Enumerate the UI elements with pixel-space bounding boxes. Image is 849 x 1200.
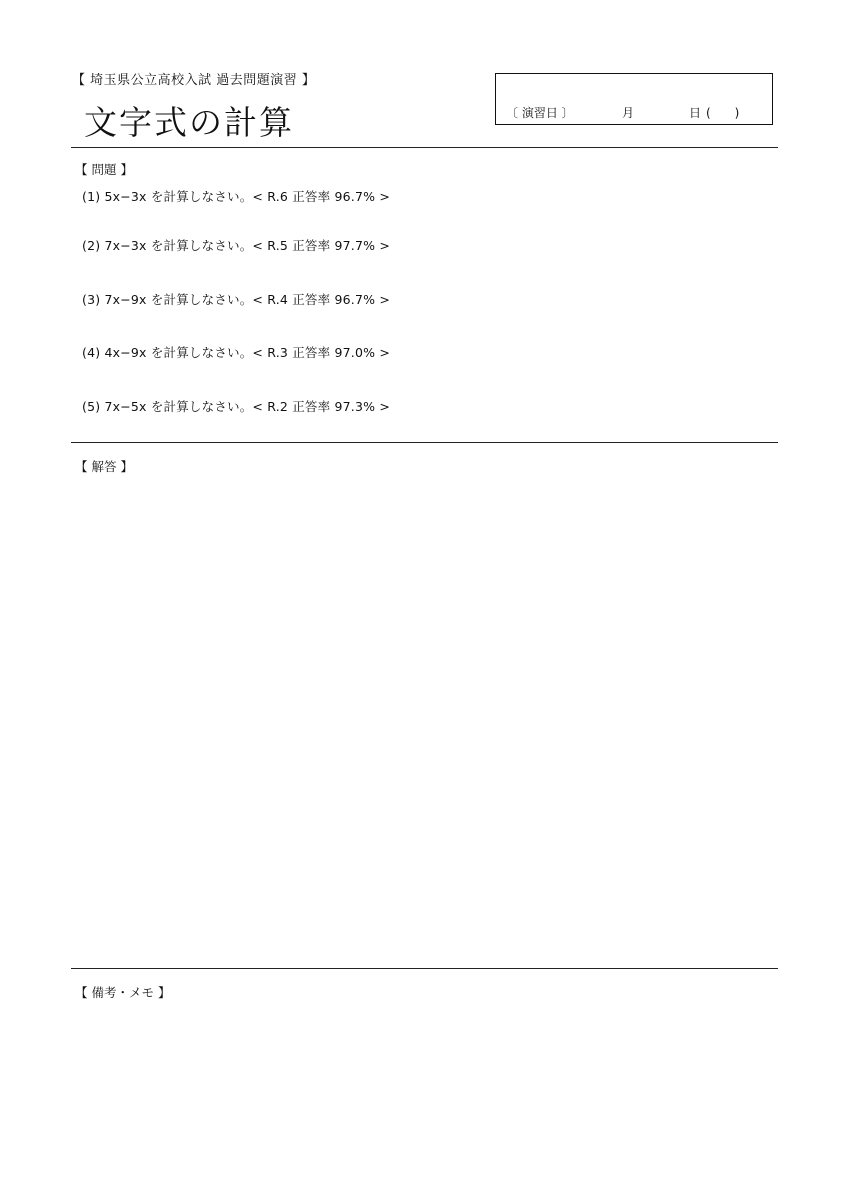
practice-date-box	[495, 73, 773, 125]
worksheet-subtitle: 【 埼玉県公立高校入試 過去問題演習 】	[72, 73, 316, 88]
month-label: 月	[622, 106, 635, 120]
answers-section-label: 【 解答 】	[75, 459, 133, 474]
problems-section-label: 【 問題 】	[75, 162, 133, 177]
notes-section-label: 【 備考・メモ 】	[75, 985, 171, 1000]
answers-divider	[71, 968, 778, 969]
problem-item: (5) 7x−5x を計算しなさい。< R.2 正答率 97.3% >	[82, 399, 391, 414]
day-label: 日	[689, 106, 702, 120]
weekday-parentheses: ( )	[706, 106, 740, 120]
practice-date-label: 〔 演習日 〕	[506, 106, 574, 120]
problem-item: (3) 7x−9x を計算しなさい。< R.4 正答率 96.7% >	[82, 292, 391, 307]
problem-item: (4) 4x−9x を計算しなさい。< R.3 正答率 97.0% >	[82, 345, 391, 360]
problem-item: (1) 5x−3x を計算しなさい。< R.6 正答率 96.7% >	[82, 189, 391, 204]
page-title: 文字式の計算	[84, 103, 294, 142]
problem-item: (2) 7x−3x を計算しなさい。< R.5 正答率 97.7% >	[82, 238, 391, 253]
header-divider	[71, 147, 778, 148]
problems-divider	[71, 442, 778, 443]
